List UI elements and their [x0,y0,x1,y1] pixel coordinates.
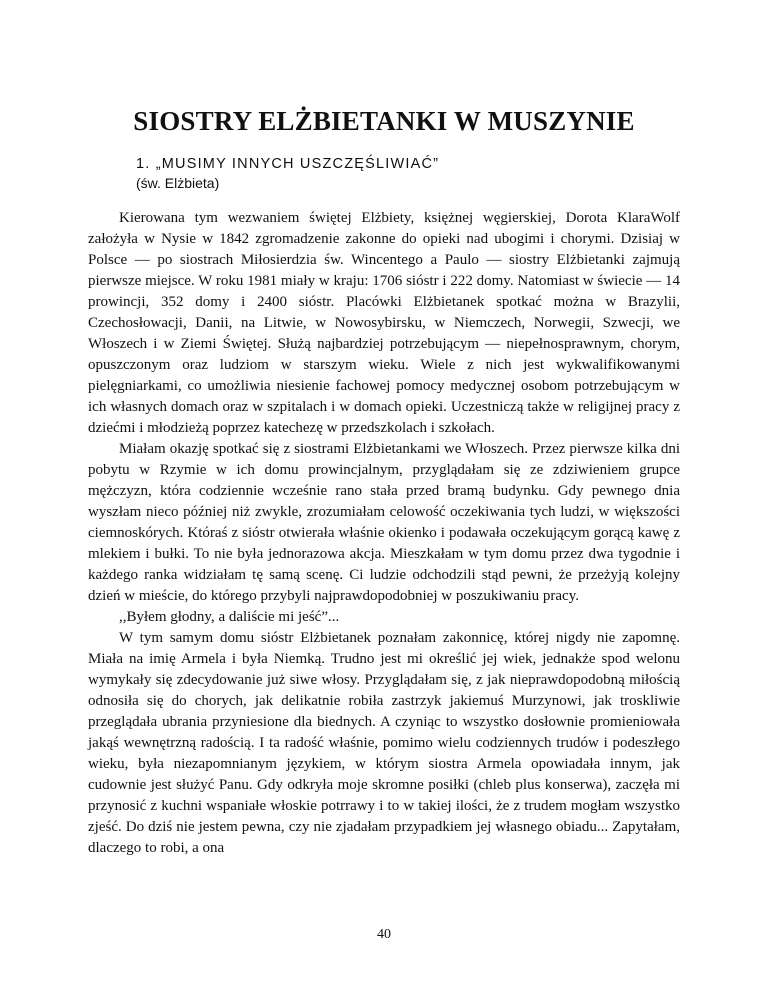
paragraph: Miałam okazję spotkać się z siostrami Elżbietankami we Włoszech. Przez pierwsze kilka dni pobytu w Rzymie w ich domu prowincjalnym, przyglądałam się ze zdziwieniem grupce mężczyzn, która codziennie wcześnie rano stała przed bramą budynku. Gdy pewnego dnia wyszłam nieco później niż zwykle, zrozumiałam celowość oczekiwania tych ludzi, w większości ciemnoskórych. Któraś z sióstr otwierała właśnie okienko i podawała oczekującym gorącą kawę z mlekiem i bułki. To nie była jednorazowa akcja. Mieszkałam w tym domu przez dwa tygodnie i każdego ranka widziałam tę samą scenę. Ci ludzie odchodzili stąd pewni, że przeżyją kolejny dzień w mieście, do którego przybyli najprawdopodobniej w poszukiwaniu pracy. [88,441,680,604]
quote-attribution: (św. Elżbieta) [136,175,220,191]
paragraph: W tym samym domu sióstr Elżbietanek poznałam zakonnicę, której nigdy nie zapomnę. Miała na imię Armela i była Niemką. Trudno jest mi określić jej wiek, jednakże spod welonu wymykały się zdecydowanie już siwe włosy. Przyglądałam się, z jak nieprawdopodobną miłością odnosiła się do chorych, jak delikatnie robiła zastrzyk jakiemuś Murzynowi, jak troskliwie przeglądała ubrania przyniesione dla biednych. A czyniąc to wszystko dosłownie promieniowała jakąś wewnętrzną radością. I ta radość właśnie, pomimo wielu codziennych trudów i podeszłego wieku, była niezapomnianym językiem, w którym siostra Armela opowiadała innym, jak cudownie jest służyć Panu. Gdy odkryła moje skromne posiłki (chleb plus konserwa), zaczęła mi przynosić z kuchni wspaniałe włoskie potrrawy i to w takiej ilości, że z trudem mogłam wszystko zjeść. Do dziś nie jestem pewna, czy nie zjadałam przypadkiem jej własnego obiadu... Zapytałam, dlaczego to robi, a ona [88,630,680,856]
document-title: SIOSTRY ELŻBIETANKI W MUSZYNIE [133,106,635,136]
paragraph: ,,Byłem głodny, a daliście mi jeść”... [119,609,340,625]
paragraph: Kierowana tym wezwaniem świętej Elżbiety, księżnej węgierskiej, Dorota KlaraWolf założyła w Nysie w 1842 zgromadzenie zakonne do opieki nad ubogimi i chorymi. Dzisiaj w Polsce — po siostrach Miłosierdzia św. Wincentego a Paulo — siostry Elżbietanki zajmują pierwsze miejsce. W roku 1981 miały w kraju: 1706 sióstr i 222 domy. Natomiast w świecie — 14 prowincji, 352 domy i 2400 sióstr. Placówki Elżbietanek spotkać można w Brazylii, Czechosłowacji, Danii, na Litwie, w Nowosybirsku, w Niemczech, Norwegii, Szwecji, we Włoszech i w Ziemi Świętej. Służą najbardziej potrzebującym — niepełnosprawnym, chorym, opuszczonym oraz ludziom w starszym wieku. Wiele z nich jest wykwalifikowanymi pielęgniarkami, co umożliwia niesienie fachowej pomocy medycznej osobom potrzebującym w ich własnych domach oraz w szpitalach i w domach opieki. Uczestniczą także w religijnej pracy z dziećmi i młodzieżą poprzez katechezę w przedszkolach i szkołach. [88,210,680,436]
section-heading: 1. „MUSIMY INNYCH USZCZĘŚLIWIAĆ” [136,156,440,172]
body-text [88,208,680,859]
page-number: 40 [377,927,391,942]
